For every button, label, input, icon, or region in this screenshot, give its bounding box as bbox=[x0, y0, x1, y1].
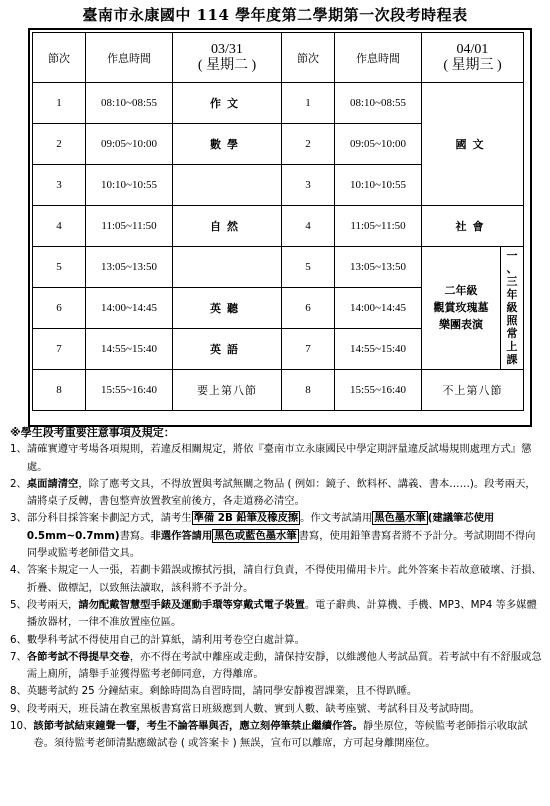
header-time-day1: 作息時間 bbox=[86, 33, 173, 83]
note-fragment: 。作文考試請用 bbox=[300, 512, 373, 525]
bold-emphasis: 請勿配戴智慧型手錶及運動手環等穿戴式電子裝置 bbox=[78, 598, 305, 611]
period-cell: 4 bbox=[33, 206, 86, 247]
table-row bbox=[33, 83, 524, 124]
boxed-emphasis: 準備 2B 鉛筆及橡皮擦 bbox=[193, 512, 299, 525]
header-date-day2 bbox=[422, 33, 524, 83]
time-cell-day2: 10:10~10:55 bbox=[335, 165, 422, 206]
subject-cell-day1: 自然 bbox=[173, 206, 282, 247]
note-number: 10、 bbox=[10, 720, 34, 733]
bold-emphasis: 各節考試不得提早交卷 bbox=[26, 650, 130, 663]
period-cell-day2: 4 bbox=[282, 206, 335, 247]
note-fragment: ，除了應考文具，不得放置與考試無關之物品 ( 例如：鏡子、飲料杯、講義、書本……)。段考兩天，請將桌子反轉，書包整齊放置教室前後方，各走道務必清空。 bbox=[26, 477, 536, 508]
note-fragment: 答案卡規定一人一張，若劃卡錯誤或擦拭污損，請自行負責，不得使用備用卡片。此外答案卡若故意破壞、汙損、折疊、做標記，以致無法讀取，該科將不予計分。 bbox=[26, 564, 542, 594]
time-cell: 15:55~16:40 bbox=[86, 370, 173, 411]
time-cell: 09:05~10:00 bbox=[86, 124, 173, 165]
period-cell: 7 bbox=[33, 329, 86, 370]
event-line: 觀賞玫瑰墓 bbox=[433, 301, 489, 314]
event-line: 樂團表演 bbox=[439, 318, 483, 331]
note-fragment: 段考兩天， bbox=[26, 598, 79, 611]
period-cell-day2: 1 bbox=[282, 83, 335, 124]
header-period-day1: 節次 bbox=[33, 33, 86, 83]
note-number: 5、 bbox=[10, 598, 27, 611]
bold-emphasis: 桌面請清空 bbox=[26, 477, 79, 490]
note-number: 3、 bbox=[10, 512, 27, 525]
page-title: 臺南市永康國中 114 學年度第二學期第一次段考時程表 bbox=[82, 6, 468, 24]
vertical-note-char: 常 bbox=[506, 327, 518, 340]
period-cell-day2: 5 bbox=[282, 247, 335, 288]
period-cell: 3 bbox=[33, 165, 86, 206]
note-number: 4、 bbox=[10, 564, 27, 577]
note-fragment: 段考兩天，班長請在教室黑板書寫當日班級應到人數、實到人數、缺考座號、考試科目及考試時間。 bbox=[26, 702, 480, 715]
subject-cell-day2-social: 社會 bbox=[422, 206, 524, 247]
vertical-note-cell bbox=[501, 247, 524, 370]
boxed-emphasis: 黑色或藍色墨水筆 bbox=[214, 529, 297, 542]
note-item bbox=[10, 562, 542, 597]
period-cell-day2: 7 bbox=[282, 329, 335, 370]
note-text bbox=[27, 683, 417, 700]
time-cell: 08:10~08:55 bbox=[86, 83, 173, 124]
table-row bbox=[33, 370, 524, 411]
note-item bbox=[10, 632, 542, 649]
subject-cell-day2-chinese: 國文 bbox=[422, 83, 524, 206]
note-fragment: 英聽考試約 25 分鐘結束。剩餘時間為自習時間，請同學安靜複習課業，且不得趴睡。 bbox=[26, 685, 418, 698]
boxed-emphasis: 黑色墨水筆 bbox=[374, 512, 426, 525]
note-item bbox=[10, 683, 542, 700]
subject-cell-day1: 要上第八節 bbox=[173, 370, 282, 411]
note-text bbox=[27, 562, 542, 597]
vertical-note-char: 一 bbox=[506, 249, 518, 262]
bold-emphasis: 非選作答請用 bbox=[150, 529, 213, 542]
period-cell-day2: 3 bbox=[282, 165, 335, 206]
vertical-note-char: 課 bbox=[506, 353, 518, 366]
header-date-day1 bbox=[173, 33, 282, 83]
date-day1: 03/31 bbox=[211, 41, 243, 57]
time-cell-day2: 14:00~14:45 bbox=[335, 288, 422, 329]
bold-emphasis: (建議筆芯使用 0.5mm~0.7mm) bbox=[26, 512, 495, 542]
note-text bbox=[27, 510, 542, 562]
note-fragment: 靜坐原位，等候監考老師指示收取試卷。須待監考老師清點應繳試卷 ( 或答案卡 ) 無誤，宣布可以離席，方可起身離開座位。 bbox=[33, 720, 528, 750]
notes-section bbox=[10, 424, 542, 753]
note-text bbox=[27, 476, 542, 511]
note-fragment: 數學科考試不得使用自己的計算紙，請利用考卷空白處計算。 bbox=[26, 633, 305, 646]
time-cell-day2: 13:05~13:50 bbox=[335, 247, 422, 288]
table-row bbox=[33, 247, 524, 288]
note-fragment: 書寫。 bbox=[119, 529, 151, 542]
note-item bbox=[10, 476, 542, 511]
event-line: 二年級 bbox=[444, 284, 478, 297]
bold-emphasis: 該節考試結束鐘聲一響，考生不論答畢與否，應立刻停筆禁止繼續作答。 bbox=[33, 720, 363, 733]
note-text bbox=[27, 632, 305, 649]
note-item bbox=[10, 718, 542, 753]
note-text bbox=[27, 441, 542, 476]
subject-cell-day1: 英聽 bbox=[173, 288, 282, 329]
period-cell-day2: 8 bbox=[282, 370, 335, 411]
subject-cell-day1: 作文 bbox=[173, 83, 282, 124]
notes-heading: ※學生段考重要注意事項及規定： bbox=[10, 426, 175, 439]
subject-cell-day1: 數學 bbox=[173, 124, 282, 165]
vertical-note-char: 級 bbox=[506, 301, 518, 314]
period-cell: 6 bbox=[33, 288, 86, 329]
note-item bbox=[10, 701, 542, 718]
time-cell: 10:10~10:55 bbox=[86, 165, 173, 206]
period-cell: 2 bbox=[33, 124, 86, 165]
note-text bbox=[33, 718, 542, 753]
time-cell: 11:05~11:50 bbox=[86, 206, 173, 247]
note-number: 6、 bbox=[10, 633, 27, 646]
vertical-note-char: 照 bbox=[506, 314, 518, 327]
note-item bbox=[10, 510, 542, 562]
schedule-table bbox=[32, 32, 524, 411]
note-number: 1、 bbox=[10, 443, 27, 456]
note-text bbox=[27, 649, 542, 684]
period-cell: 5 bbox=[33, 247, 86, 288]
time-cell: 14:00~14:45 bbox=[86, 288, 173, 329]
time-cell-day2: 11:05~11:50 bbox=[335, 206, 422, 247]
notes-list bbox=[10, 441, 542, 752]
note-fragment: 請確實遵守考場各項規則，若違反相關規定，將依『臺南市立永康國民中學定期評量違反試場規則處理方式』懲處。 bbox=[26, 443, 532, 473]
note-text bbox=[27, 701, 480, 718]
period-cell: 1 bbox=[33, 83, 86, 124]
vertical-note-char: 三 bbox=[506, 275, 518, 288]
header-period-day2: 節次 bbox=[282, 33, 335, 83]
table-row bbox=[33, 206, 524, 247]
note-number: 9、 bbox=[10, 702, 27, 715]
note-text bbox=[27, 597, 542, 632]
note-fragment: 書寫，使用鉛筆書寫者將不予計分。考試期間不得向同學或監考老師借文具。 bbox=[26, 529, 536, 560]
period-cell-day2: 2 bbox=[282, 124, 335, 165]
note-number: 2、 bbox=[10, 477, 27, 490]
time-cell-day2: 08:10~08:55 bbox=[335, 83, 422, 124]
time-cell-day2: 14:55~15:40 bbox=[335, 329, 422, 370]
vertical-note bbox=[501, 250, 523, 367]
weekday-day1: ( 星期二 ) bbox=[197, 57, 257, 73]
table-header-row bbox=[33, 33, 524, 83]
date-day2: 04/01 bbox=[456, 41, 489, 57]
time-cell-day2: 15:55~16:40 bbox=[335, 370, 422, 411]
note-item bbox=[10, 649, 542, 684]
time-cell: 14:55~15:40 bbox=[86, 329, 173, 370]
note-fragment: 。電子辭典、計算機、手機、MP3、MP4 等多媒體播放器材，一律不准放置座位區。 bbox=[26, 598, 537, 629]
event-cell bbox=[422, 247, 501, 370]
subject-cell-day1: 英語 bbox=[173, 329, 282, 370]
time-cell-day2: 09:05~10:00 bbox=[335, 124, 422, 165]
subject-cell-day1 bbox=[173, 247, 282, 288]
vertical-note-char: 上 bbox=[506, 340, 518, 353]
subject-cell-day1 bbox=[173, 165, 282, 206]
note-item bbox=[10, 597, 542, 632]
note-number: 7、 bbox=[10, 650, 27, 663]
note-item bbox=[10, 441, 542, 476]
vertical-note-char: 年 bbox=[506, 288, 518, 301]
note-fragment: 部分科目採答案卡劃記方式，請考生 bbox=[26, 512, 192, 525]
header-time-day2: 作息時間 bbox=[335, 33, 422, 83]
note-fragment: ，亦不得在考試中離座或走動，請保持安靜，以維護他人考試品質。若考試中有不舒服或急需上廁所，請舉手並獲得監考老師同意，方得離席。 bbox=[26, 650, 542, 681]
time-cell: 13:05~13:50 bbox=[86, 247, 173, 288]
period-cell: 8 bbox=[33, 370, 86, 411]
vertical-note-char: 、 bbox=[506, 262, 518, 275]
period-cell-day2: 6 bbox=[282, 288, 335, 329]
weekday-day2: ( 星期三 ) bbox=[443, 57, 502, 73]
note-number: 8、 bbox=[10, 685, 27, 698]
period8-note-day2: 不上第八節 bbox=[422, 370, 524, 411]
